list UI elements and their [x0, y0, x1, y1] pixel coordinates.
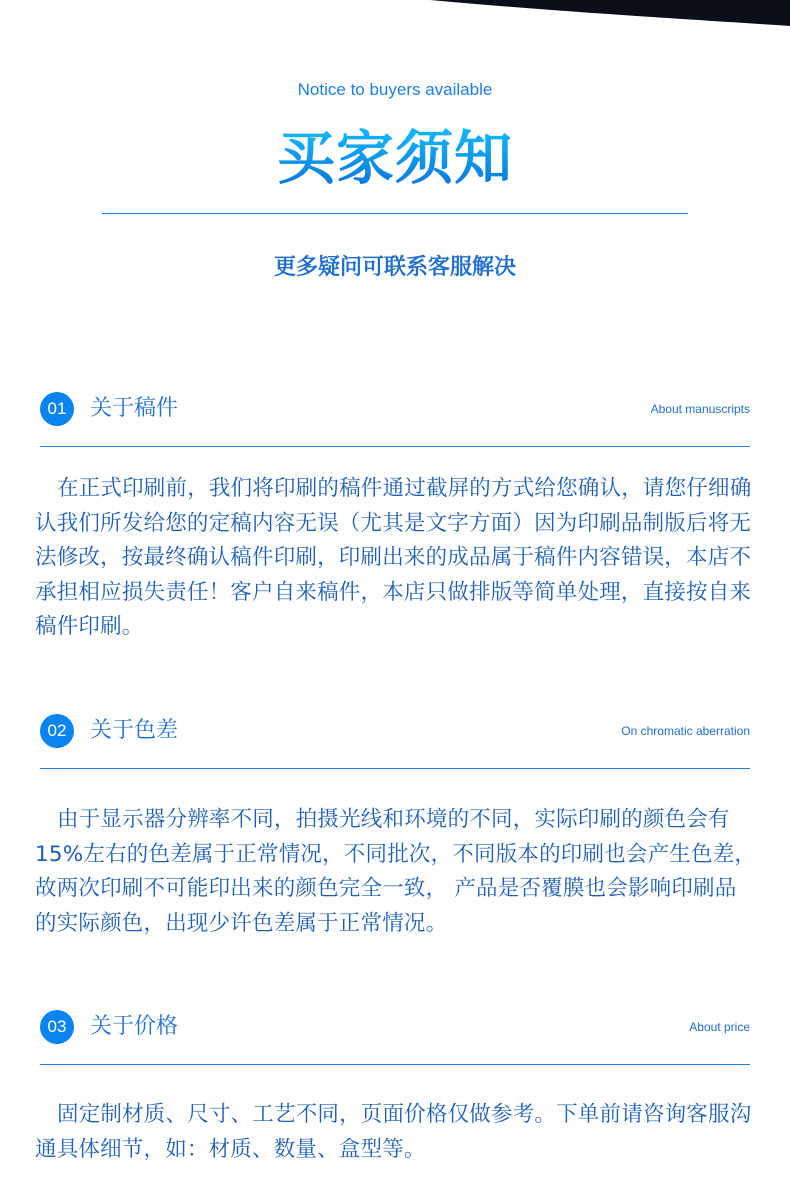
section-divider [40, 1064, 750, 1065]
header-subtitle-en: Notice to buyers available [297, 80, 493, 99]
header-divider [102, 213, 688, 214]
section-divider [40, 768, 750, 769]
section-body-text: 由于显示器分辨率不同，拍摄光线和环境的不同，实际印刷的颜色会有15%左右的色差属于正常情况，不同批次，不同版本的印刷也会产生色差，故两次印刷不可能印出来的颜色完全一致， 产品是否覆膜也会影响印刷品的实际颜色，出现少许色差属于正常情况。 [35, 807, 757, 936]
section-body-text: 固定制材质、尺寸、工艺不同，页面价格仅做参考。下单前请咨询客服沟通具体细节，如：材质、数量、盒型等。 [35, 1102, 752, 1162]
section-title: 关于稿件 [90, 396, 179, 421]
section-number-badge: 03 [40, 1010, 74, 1044]
section-title: 关于价格 [90, 1014, 179, 1039]
section-body-text: 在正式印刷前，我们将印刷的稿件通过截屏的方式给您确认，请您仔细确认我们所发给您的定稿内容无误（尤其是文字方面）因为印刷品制版后将无法修改，按最终确认稿件印刷，印刷出来的成品属于稿件内容错误，本店不承担相应损失责任！客户自来稿件，本店只做排版等简单处理，直接按自来稿件印刷。 [35, 476, 752, 639]
header-subheading: 更多疑问可联系客服解决 [273, 255, 516, 280]
section-number-badge: 01 [40, 392, 74, 426]
section-title: 关于色差 [90, 718, 179, 743]
section-number-badge: 02 [40, 714, 74, 748]
section-title-en: On chromatic aberration [621, 724, 750, 738]
decorative-corner-shape [0, 0, 790, 40]
section-title-en: About price [689, 1020, 750, 1034]
section-divider [40, 446, 750, 447]
page-title: 买家须知 [0, 122, 790, 194]
section-title-en: About manuscripts [650, 402, 750, 416]
